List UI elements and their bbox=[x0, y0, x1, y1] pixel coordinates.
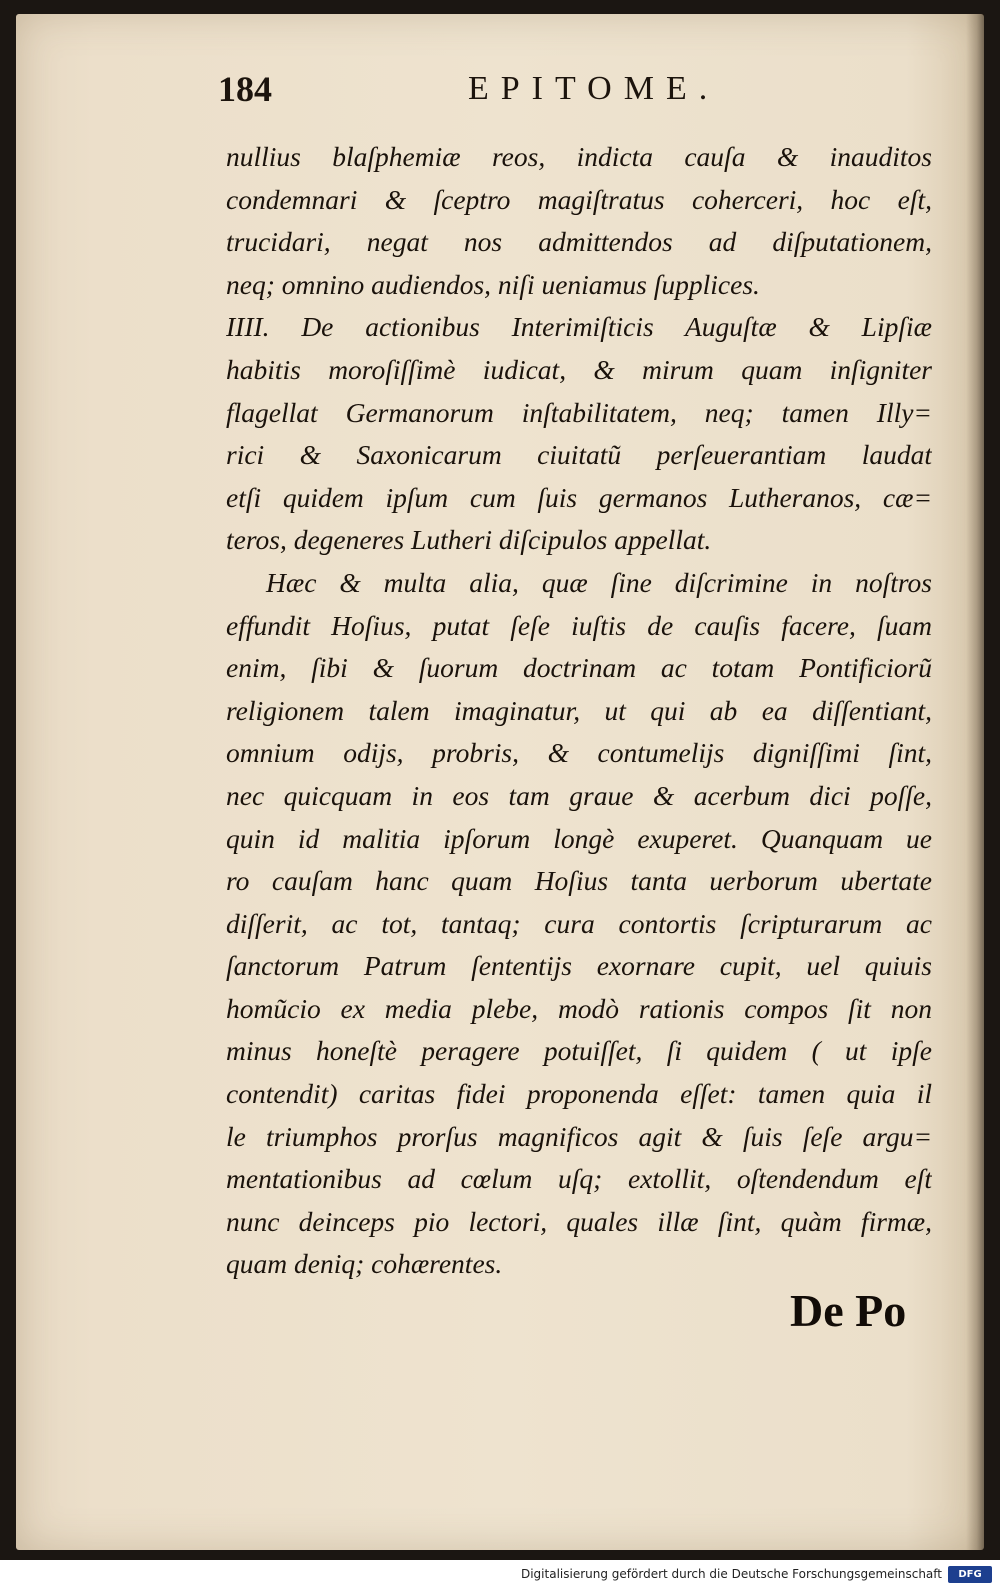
catchword: De Po bbox=[790, 1285, 907, 1336]
text-line: flagellat Germanorum inſtabilitatem, neq; tamen Illy= bbox=[226, 396, 932, 428]
text-line: omnium odijs, probris, & contumelijs digniſſimi ſint, bbox=[226, 737, 932, 769]
text-line: nec quicquam in eos tam graue & acerbum dici poſſe, bbox=[226, 779, 932, 811]
page-number: 184 bbox=[218, 69, 272, 109]
text-line: neq; omnino audiendos, niſi ueniamus ſupplices. bbox=[226, 268, 760, 300]
text-line: mentationibus ad cœlum uſq; extollit, oſtendendum eſt bbox=[226, 1163, 932, 1195]
footer-bar bbox=[0, 1560, 1000, 1591]
text-line: condemnari & ſceptro magiſtratus coherceri, hoc eſt, bbox=[226, 183, 932, 215]
funding-credit: Digitalisierung gefördert durch die Deutsche Forschungsgemeinschaft bbox=[520, 1567, 942, 1581]
text-line: nunc deinceps pio lectori, quales illæ ſint, quàm firmæ, bbox=[226, 1205, 932, 1237]
text-block bbox=[226, 136, 932, 1286]
text-line: le triumphos prorſus magnificos agit & ſuis ſeſe argu= bbox=[226, 1120, 932, 1152]
running-head bbox=[218, 68, 898, 124]
text-line: habitis moroſiſſimè iudicat, & mirum quam inſigniter bbox=[226, 353, 932, 385]
page-edge-shadow bbox=[966, 14, 984, 1550]
text-line: religionem talem imaginatur, ut qui ab ea diſſentiant, bbox=[226, 694, 932, 726]
text-line: etſi quidem ipſum cum ſuis germanos Lutheranos, cæ= bbox=[226, 481, 932, 513]
text-line: diſſerit, ac tot, tantaq; cura contortis ſcripturarum ac bbox=[226, 907, 932, 939]
dfg-logo: DFG bbox=[948, 1566, 992, 1583]
text-line: quam deniq; cohærentes. bbox=[226, 1248, 503, 1280]
text-line: nullius blaſphemiæ reos, indicta cauſa & inauditos bbox=[226, 141, 932, 172]
text-line: ſanctorum Patrum ſententijs exornare cupit, uel quiuis bbox=[226, 950, 932, 982]
text-line: homũcio ex media plebe, modò rationis compos ſit non bbox=[226, 992, 932, 1024]
text-line: ro cauſam hanc quam Hoſius tanta uerborum ubertate bbox=[226, 865, 932, 897]
text-line: minus honeſtè peragere potuiſſet, ſi quidem ( ut ipſe bbox=[226, 1035, 932, 1067]
text-line: IIII. De actionibus Interimiſticis Auguſtæ & Lipſiæ bbox=[226, 311, 932, 343]
text-line: trucidari, negat nos admittendos ad diſputationem, bbox=[226, 226, 932, 258]
text-line: effundit Hoſius, putat ſeſe iuſtis de cauſis facere, ſuam bbox=[226, 609, 932, 641]
text-line: rici & Saxonicarum ciuitatũ perſeuerantiam laudat bbox=[226, 439, 932, 471]
running-title: EPITOME. bbox=[468, 70, 720, 107]
text-line: Hæc & multa alia, quæ ſine diſcrimine in noſtros bbox=[266, 566, 932, 598]
text-line: enim, ſibi & ſuorum doctrinam ac totam Pontificiorũ bbox=[226, 652, 932, 684]
text-line: contendit) caritas fidei proponenda eſſet: tamen quia il bbox=[226, 1078, 932, 1110]
text-line: teros, degeneres Lutheri diſcipulos appellat. bbox=[226, 524, 712, 556]
text-line: quin id malitia ipſorum longè exuperet. Quanquam ue bbox=[226, 822, 932, 854]
